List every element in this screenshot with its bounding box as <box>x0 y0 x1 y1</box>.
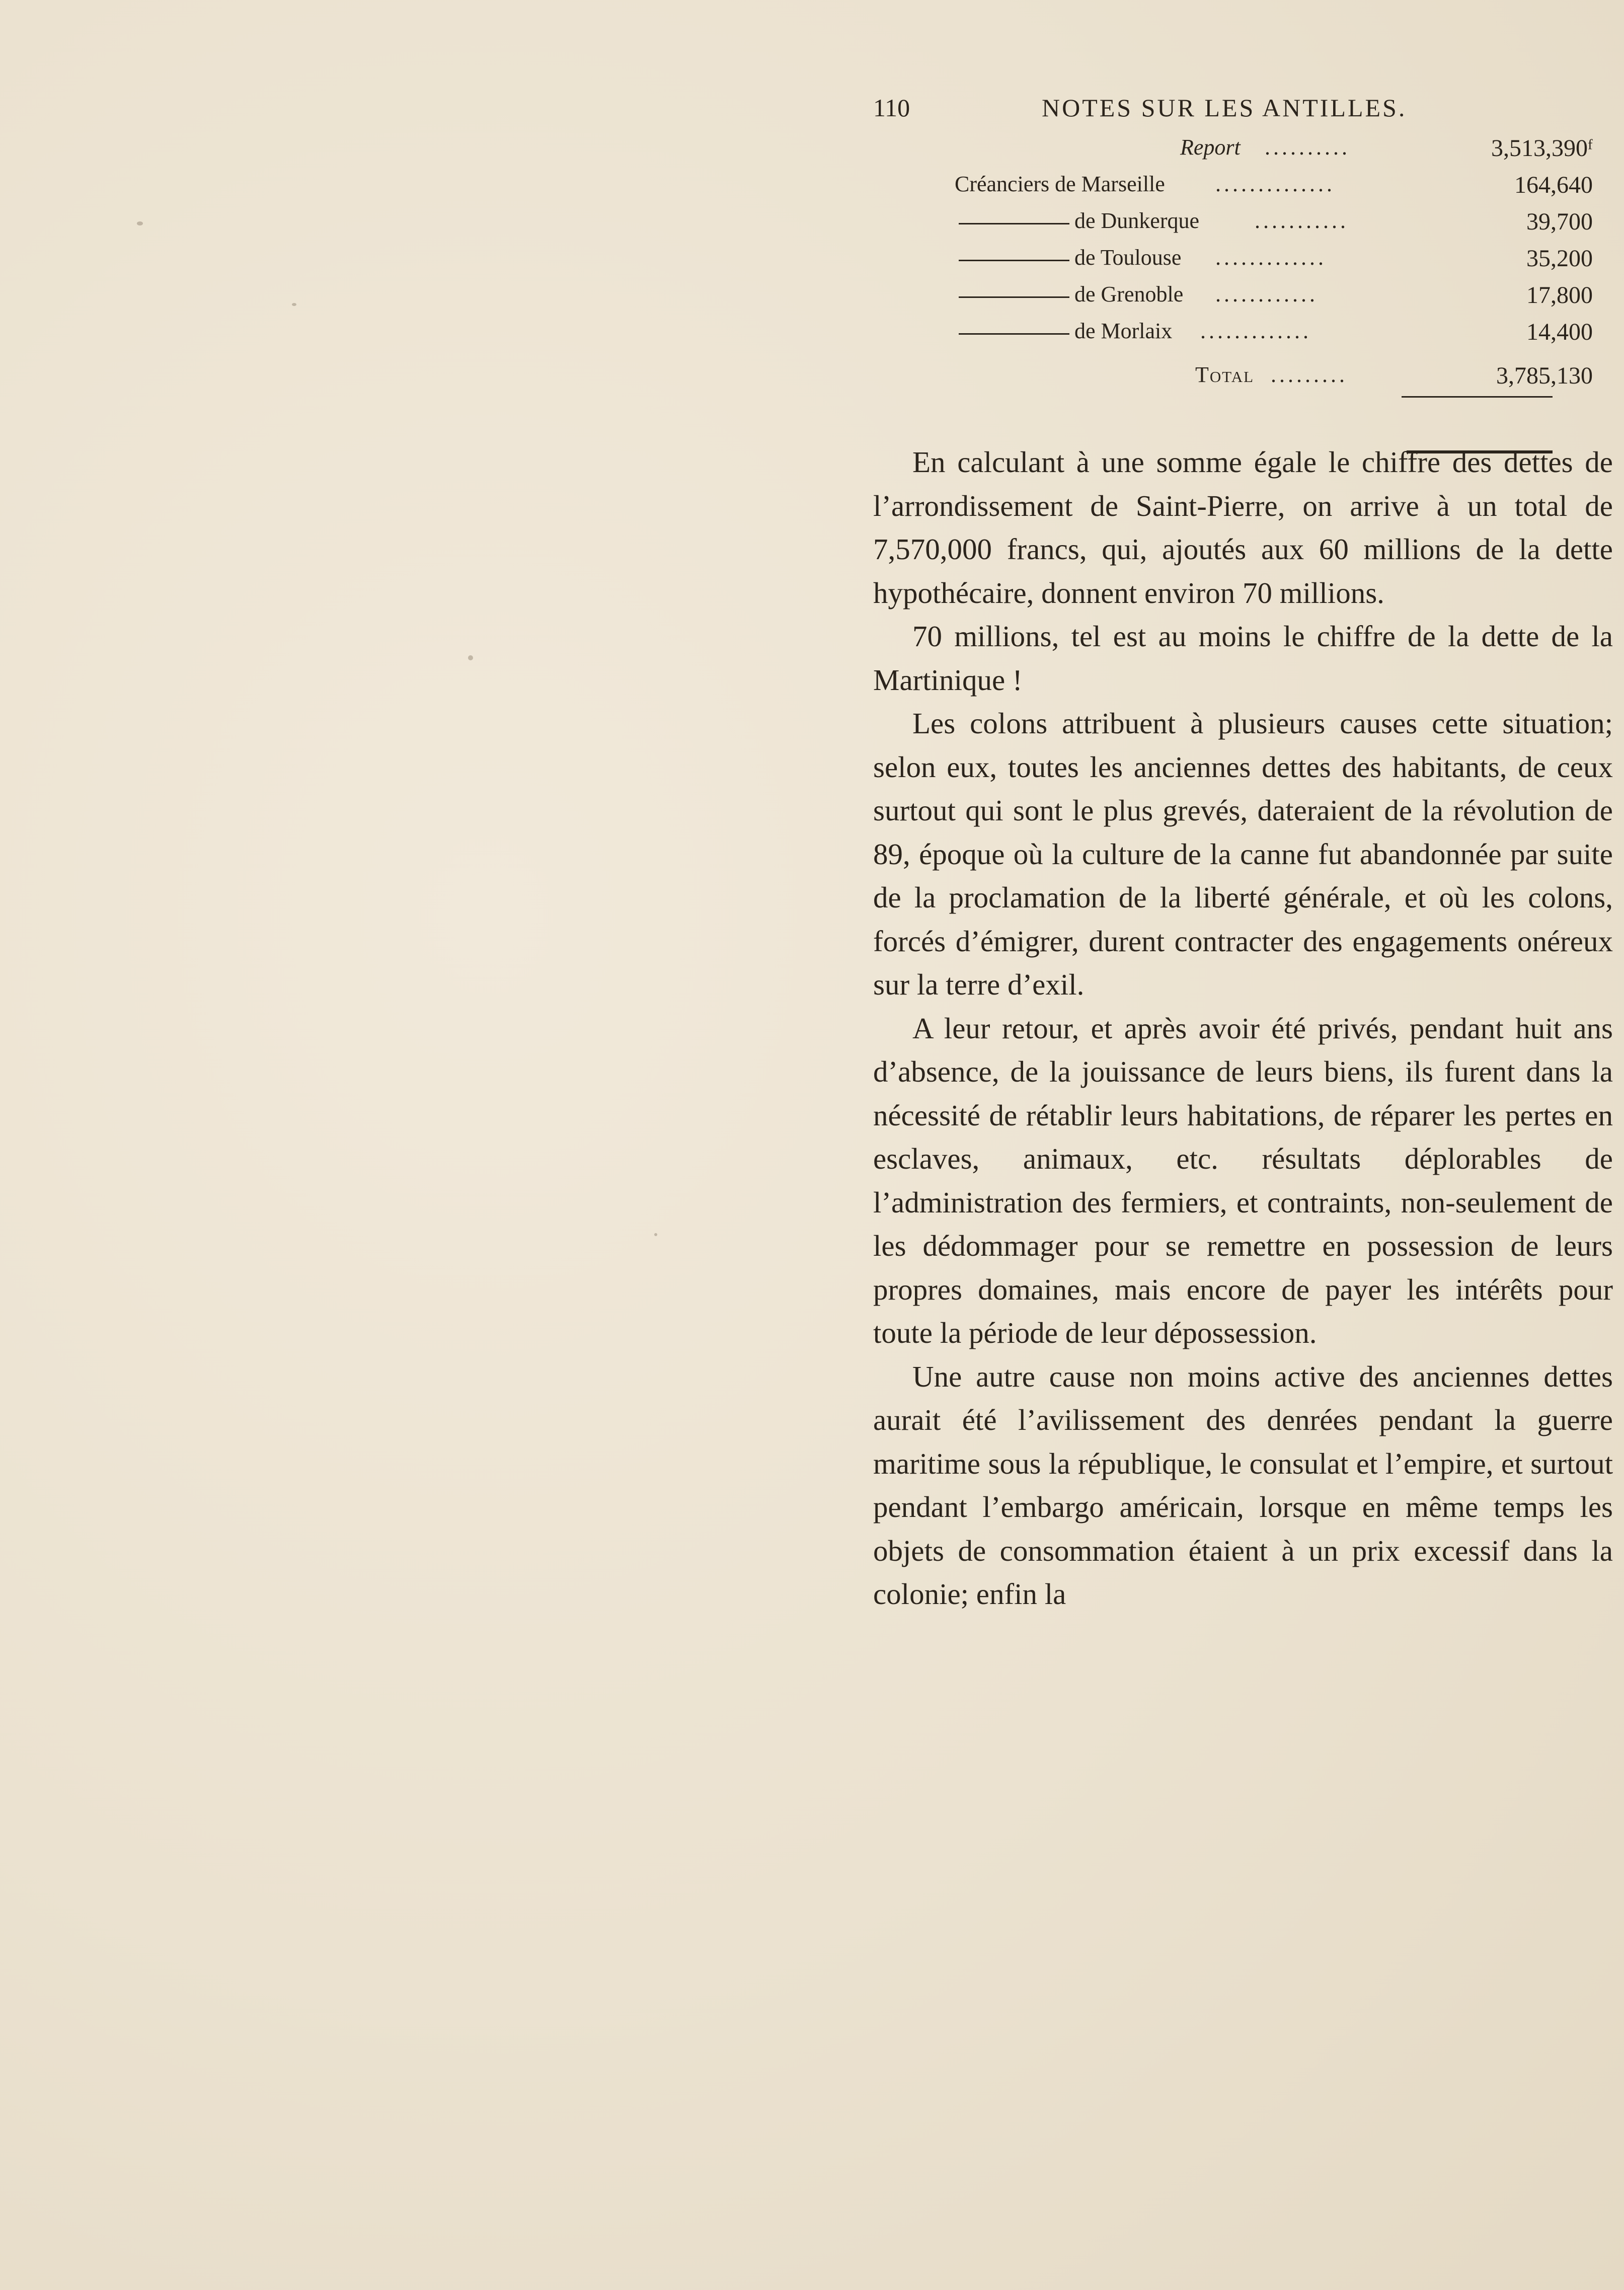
ditto-dash <box>959 260 1069 261</box>
ledger-row-label: de Dunkerque <box>1074 208 1200 233</box>
ledger-total-label: Total <box>1195 362 1255 387</box>
ledger-total-row <box>873 358 1613 395</box>
ledger-row <box>873 314 1613 351</box>
ditto-dash <box>959 333 1069 335</box>
ledger-dot-leader: ............ <box>1215 282 1318 307</box>
ledger-dot-leader: ........... <box>1255 208 1349 233</box>
ledger-row-label: de Morlaix <box>1074 319 1173 343</box>
ledger-row-amount: 14,400 <box>1526 319 1593 345</box>
paragraph: 70 millions, tel est au moins le chiffre de la dette de la Martinique ! <box>873 620 1613 697</box>
running-header <box>873 88 1613 128</box>
ledger-row-label: Créanciers de Marseille <box>955 172 1165 196</box>
text-column <box>873 88 1613 1611</box>
ledger-report-row <box>873 130 1613 167</box>
body-text <box>873 440 1613 1616</box>
ledger-total-amount: 3,785,130 <box>1496 362 1593 389</box>
paragraph: Une autre cause non moins active des anciennes dettes aurait été l’avilissement des denrées pendant la guerre maritime sous la république, le consulat et l’empire, et surtout pendant l’embargo américain, lorsque en même temps les objets de consommation étaient à un prix excessif dans la colonie; enfin la <box>873 1359 1613 1611</box>
ledger-row-amount: 164,640 <box>1514 172 1593 198</box>
ledger-row <box>873 204 1613 241</box>
paragraph: A leur retour, et après avoir été privés, pendant huit ans d’absence, de la jouissance de leurs biens, ils furent dans la nécessité de rétablir leurs habitations, de réparer les pertes en esclaves, animaux, etc. résultats déplorables de l’administration des fermiers, et contraints, non-seulement de les dédommager pour se remettre en possession de leurs propres domaines, mais encore de payer les intérêts pour toute la période de leur dépossession. <box>873 1011 1613 1349</box>
ledger-dot-leader: ............. <box>1200 319 1311 343</box>
paragraph: En calculant à une somme égale le chiffre des dettes de l’arrondissement de Saint-Pierre, on arrive à un total de 7,570,000 francs, qui, ajoutés aux 60 millions de la dette hypothécaire, donnent environ 70 millions. <box>873 445 1613 609</box>
ledger-row-amount: 17,800 <box>1526 282 1593 309</box>
ledger-dot-leader: ......... <box>1271 362 1348 387</box>
ledger-row <box>873 241 1613 277</box>
sum-rule <box>1402 396 1553 398</box>
paragraph: Les colons attribuent à plusieurs causes cette situation; selon eux, toutes les anciennes dettes des habitants, de ceux surtout qui sont le plus grevés, dateraient de la révolution de 89, époque où la culture de la canne fut abandonnée par suite de la proclamation de la liberté générale, et où les colons, forcés d’émigrer, durent contracter des engagements onéreux sur la terre d’exil. <box>873 707 1613 1001</box>
ledger-row <box>873 167 1613 204</box>
page-number: 110 <box>873 94 910 122</box>
ledger-row-amount: 35,200 <box>1526 245 1593 272</box>
ledger-row-label: de Toulouse <box>1074 245 1182 270</box>
ledger-dot-leader: .............. <box>1215 172 1335 196</box>
ditto-dash <box>959 223 1069 224</box>
debt-ledger <box>873 130 1613 395</box>
ledger-row-amount: 39,700 <box>1526 208 1593 235</box>
ledger-dot-leader: ............. <box>1215 245 1327 270</box>
ditto-dash <box>959 296 1069 298</box>
ledger-dot-leader: .......... <box>1265 135 1350 160</box>
ledger-row <box>873 277 1613 314</box>
ledger-report-label: Report <box>1180 135 1241 160</box>
ledger-row-label: de Grenoble <box>1074 282 1184 307</box>
ledger-report-amount: 3,513,390ᶠ <box>1491 135 1593 162</box>
running-title: NOTES SUR LES ANTILLES. <box>1042 94 1407 122</box>
